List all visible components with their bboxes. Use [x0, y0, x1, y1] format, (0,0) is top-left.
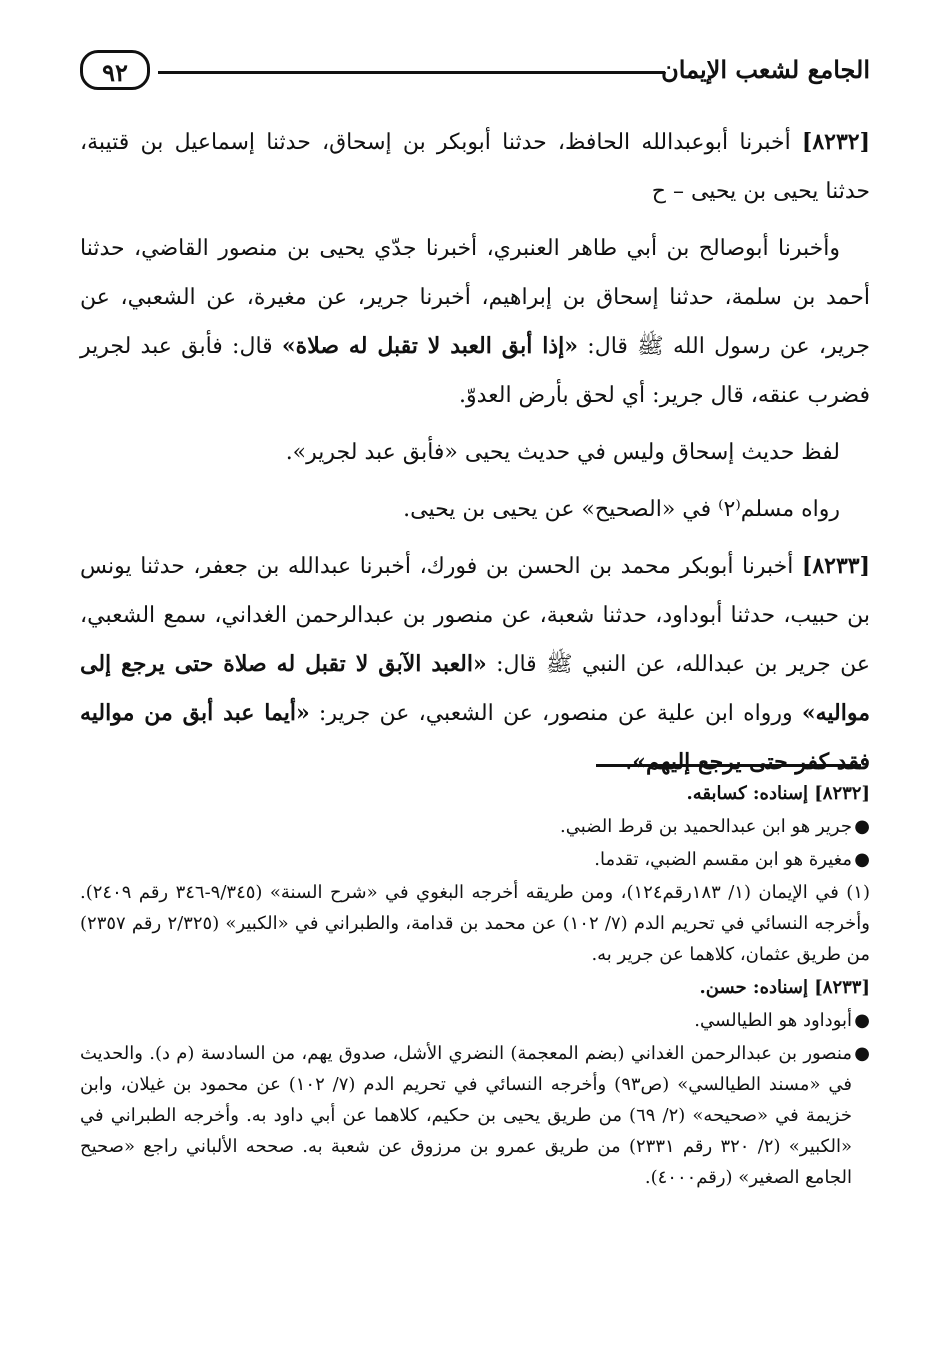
header-rule [158, 71, 665, 74]
hadith-8232 [80, 118, 870, 216]
main-text [80, 118, 870, 795]
footnote-bullet-text: منصور بن عبدالرحمن الغداني (بضم المعجمة) النضري الأشل، صدوق يهم، من السادسة (م د). والحديث في «مسند الطيالسي» (ص٩٣) وأخرجه النسائي في تحريم الدم (٧/ ١٠٢) عن محمود بن غيلان، وابن خزيمة في «صحيحه» (٢/ ٦٩) من طريق يحيى بن حكيم، كلاهما عن أبي داود به. وأخرجه الطبراني في «الكبير» (٢/ ٣٢٠ رقم ٢٣٣١) من طريق عمرو بن مرزوق عن شعبة به. صححه الألباني راجع «صحيح الجامع الصغير» (رقم٤٠٠٠). [80, 1043, 852, 1188]
footnote-bullet [80, 1005, 870, 1036]
footnote-rule [596, 764, 861, 767]
footnote-bullet-text: مغيرة هو ابن مقسم الضبي، تقدما. [594, 849, 852, 870]
footnote-1: (١) في الإيمان (١/ ١٨٣رقم١٢٤)، ومن طريقه أخرجه البغوي في «شرح السنة» (٩/٣٤٥-٣٤٦ رقم ٢٤٠٩). وأخرجه النسائي في تحريم الدم (٧/ ١٠٢) عن محمد بن قدامة، والطبراني في «الكبير» (٢/٣٢٥ رقم ٢٣٥٧) من طريق عثمان، كلاهما عن جرير به. [80, 882, 870, 965]
page-header [80, 45, 870, 105]
footnote-bullet-text: جرير هو ابن عبدالحميد بن قرط الضبي. [560, 816, 852, 837]
hadith-text: أخبرنا أبوبكر محمد بن الحسن بن فورك، أخبرنا عبدالله بن جعفر، حدثنا يونس بن حبيب، حدثنا أبوداود، حدثنا شعبة، عن منصور بن عبدالرحمن الغداني، سمع الشعبي، عن جرير بن عبدالله، عن النبي ﷺ قال: [80, 554, 870, 677]
bullet-icon: ● [854, 849, 870, 870]
source-note [80, 485, 870, 534]
running-title: الجامع لشعب الإيمان [661, 55, 870, 84]
note-text: لفظ حديث إسحاق وليس في حديث يحيى «فأبق عبد لجرير». [285, 440, 840, 465]
hadith-number: [٨٢٣٢] [801, 129, 870, 155]
wording-note [80, 428, 870, 477]
footnote-bullet [80, 1038, 870, 1193]
hadith-text: ورواه ابن علية عن منصور، عن الشعبي، عن جرير: [309, 701, 802, 726]
hadith-8233 [80, 542, 870, 787]
bullet-icon: ● [854, 1010, 870, 1031]
prophetic-quote: «إذا أبق العبد لا تقبل له صلاة» [281, 333, 579, 359]
footnote-bullet [80, 811, 870, 842]
note-text: رواه مسلم⁽٢⁾ في «الصحيح» عن يحيى بن يحيى. [403, 497, 840, 522]
hadith-text: . [625, 750, 633, 775]
hadith-text: وأخبرنا أبوصالح بن أبي طاهر العنبري، أخبرنا جدّي يحيى بن منصور القاضي، حدثنا أحمد بن سلمة، حدثنا إسحاق بن إبراهيم، أخبرنا جرير، عن مغيرة، عن الشعبي، عن جرير، عن رسول الله ﷺ قال: [80, 236, 870, 359]
hadith-text: قال: فأبق عبد لجرير فضرب عنقه، قال جرير: أي لحق بأرض العدوّ. [80, 334, 870, 408]
bullet-icon: ● [854, 1043, 870, 1064]
hadith-number: [٨٢٣٣] [801, 553, 870, 579]
footnote-bullet-text: أبوداود هو الطيالسي. [694, 1010, 852, 1031]
page-number: ٩٢ [80, 50, 150, 90]
footnotes [80, 778, 870, 1195]
hadith-8232-chain-2 [80, 224, 870, 420]
footnote-8233-label: [٨٢٣٣] إسناده: حسن. [699, 977, 870, 998]
hadith-text: أخبرنا أبوعبدالله الحافظ، حدثنا أبوبكر بن إسحاق، حدثنا إسماعيل بن قتيبة، حدثنا يحيى بن يحيى – ح [80, 130, 870, 204]
bullet-icon: ● [854, 816, 870, 837]
prophetic-quote-2: «أيما عبد أبق من مواليه فقد كفر حتى يرجع إليهم» [80, 700, 870, 775]
footnote-8232-label: [٨٢٣٢] إسناده: كسابقه. [686, 783, 870, 804]
footnote-bullet [80, 844, 870, 875]
prophetic-quote: «العبد الآبق لا تقبل له صلاة حتى يرجع إلى مواليه» [80, 651, 870, 726]
